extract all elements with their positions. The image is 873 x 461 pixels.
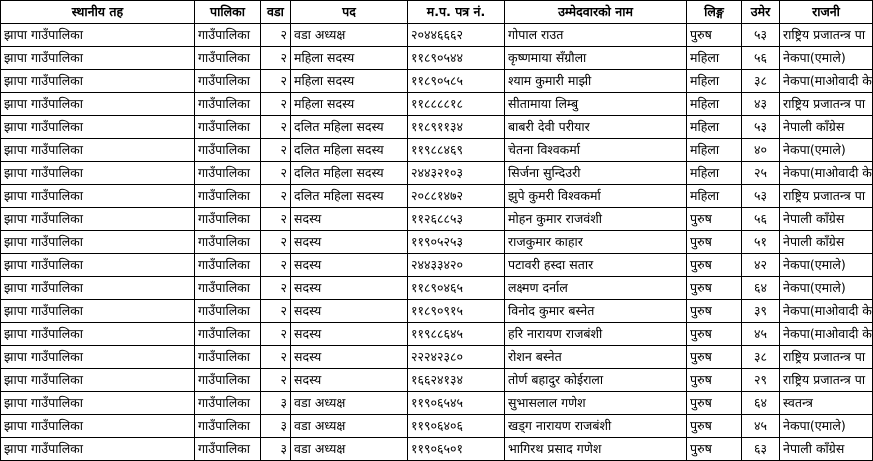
cell-post: सदस्य [291,208,408,231]
cell-ward: २ [261,185,291,208]
cell-candidate-name: तोर्ण बहादुर कोईराला [505,369,687,392]
cell-municipality: गाउँपालिका [195,346,261,369]
cell-municipality: गाउँपालिका [195,369,261,392]
cell-post: सदस्य [291,323,408,346]
table-row [1,116,873,139]
cell-municipality: गाउँपालिका [195,231,261,254]
header-post: पद [291,1,408,24]
table-row [1,70,873,93]
cell-gender: महिला [687,139,742,162]
cell-municipality: गाउँपालिका [195,93,261,116]
cell-gender: पुरुष [687,392,742,415]
cell-age: ४२ [742,254,780,277]
cell-age: ४५ [742,323,780,346]
cell-local-level: झापा गाउँपालिका [1,300,195,323]
cell-age: ४५ [742,415,780,438]
cell-post: सदस्य [291,254,408,277]
cell-post: सदस्य [291,277,408,300]
cell-local-level: झापा गाउँपालिका [1,323,195,346]
cell-age: ३८ [742,346,780,369]
cell-party: नेकपा(एमाले) [780,47,873,70]
cell-ward: २ [261,346,291,369]
cell-party: नेकपा(माओवादी के [780,70,873,93]
cell-municipality: गाउँपालिका [195,47,261,70]
table-row [1,415,873,438]
cell-local-level: झापा गाउँपालिका [1,369,195,392]
table-body [1,24,873,461]
cell-local-level: झापा गाउँपालिका [1,139,195,162]
cell-local-level: झापा गाउँपालिका [1,208,195,231]
cell-gender: महिला [687,116,742,139]
cell-ward: २ [261,369,291,392]
cell-local-level: झापा गाउँपालिका [1,185,195,208]
cell-gender: पुरुष [687,346,742,369]
table-row [1,392,873,415]
cell-gender: पुरुष [687,277,742,300]
table-row [1,277,873,300]
cell-gender: पुरुष [687,323,742,346]
cell-gender: पुरुष [687,231,742,254]
cell-local-level: झापा गाउँपालिका [1,415,195,438]
table-row [1,162,873,185]
cell-nomination-no: २२२४२३८० [408,346,505,369]
cell-party: राष्ट्रिय प्रजातन्त्र पा [780,185,873,208]
cell-gender: पुरुष [687,24,742,47]
cell-candidate-name: बाबरी देवी परीयार [505,116,687,139]
cell-ward: २ [261,70,291,93]
cell-post: वडा अध्यक्ष [291,392,408,415]
cell-nomination-no: ११९०५२५३ [408,231,505,254]
table-row [1,185,873,208]
cell-local-level: झापा गाउँपालिका [1,47,195,70]
cell-nomination-no: ११९०६४०६ [408,415,505,438]
cell-candidate-name: राजकुमार काहार [505,231,687,254]
cell-municipality: गाउँपालिका [195,208,261,231]
cell-age: ६३ [742,438,780,461]
cell-candidate-name: सिर्जना सुन्दिउरी [505,162,687,185]
cell-ward: २ [261,162,291,185]
cell-candidate-name: गोपाल राउत [505,24,687,47]
cell-nomination-no: २०४४६६६२ [408,24,505,47]
table-row [1,323,873,346]
table-row [1,139,873,162]
cell-nomination-no: ११८८८८१८ [408,93,505,116]
cell-party: नेकपा(एमाले) [780,415,873,438]
cell-municipality: गाउँपालिका [195,254,261,277]
cell-ward: ३ [261,392,291,415]
cell-nomination-no: ११८९०९१५ [408,300,505,323]
cell-local-level: झापा गाउँपालिका [1,254,195,277]
cell-ward: २ [261,231,291,254]
cell-age: ५६ [742,208,780,231]
cell-candidate-name: सुभासलाल गणेश [505,392,687,415]
cell-party: नेपाली काँग्रेस [780,208,873,231]
header-municipality: पालिका [195,1,261,24]
cell-municipality: गाउँपालिका [195,392,261,415]
cell-post: वडा अध्यक्ष [291,415,408,438]
cell-age: ५१ [742,231,780,254]
header-age: उमेर [742,1,780,24]
cell-age: ४३ [742,93,780,116]
cell-candidate-name: खड्ग नारायण राजबंशी [505,415,687,438]
cell-post: दलित महिला सदस्य [291,116,408,139]
table-row [1,438,873,461]
cell-municipality: गाउँपालिका [195,116,261,139]
cell-post: दलित महिला सदस्य [291,139,408,162]
cell-ward: २ [261,323,291,346]
cell-gender: महिला [687,47,742,70]
cell-municipality: गाउँपालिका [195,70,261,93]
cell-local-level: झापा गाउँपालिका [1,24,195,47]
cell-nomination-no: ११८९०५८५ [408,70,505,93]
cell-age: ६४ [742,277,780,300]
cell-party: राष्ट्रिय प्रजातन्त्र पा [780,93,873,116]
cell-municipality: गाउँपालिका [195,139,261,162]
cell-ward: २ [261,24,291,47]
cell-local-level: झापा गाउँपालिका [1,392,195,415]
cell-candidate-name: हरि नारायण राजबंशी [505,323,687,346]
cell-nomination-no: २४४३३४२० [408,254,505,277]
cell-gender: पुरुष [687,415,742,438]
cell-municipality: गाउँपालिका [195,323,261,346]
cell-post: सदस्य [291,300,408,323]
cell-age: ६४ [742,392,780,415]
cell-age: २५ [742,162,780,185]
header-nomination-no: म.प. पत्र नं. [408,1,505,24]
table-row [1,208,873,231]
header-local-level: स्थानीय तह [1,1,195,24]
cell-post: सदस्य [291,231,408,254]
cell-post: महिला सदस्य [291,47,408,70]
cell-local-level: झापा गाउँपालिका [1,93,195,116]
cell-post: सदस्य [291,346,408,369]
cell-party: नेकपा(एमाले) [780,277,873,300]
cell-nomination-no: ११८९०५४४ [408,47,505,70]
cell-ward: २ [261,300,291,323]
table-row [1,300,873,323]
cell-candidate-name: भागिरथ प्रसाद गणेश [505,438,687,461]
cell-candidate-name: रोशन बस्नेत [505,346,687,369]
cell-municipality: गाउँपालिका [195,300,261,323]
cell-party: राष्ट्रिय प्रजातन्त्र पा [780,24,873,47]
cell-post: वडा अध्यक्ष [291,438,408,461]
cell-nomination-no: ११८९११३४ [408,116,505,139]
cell-candidate-name: श्याम कुमारी माझी [505,70,687,93]
table-row [1,346,873,369]
cell-gender: पुरुष [687,208,742,231]
table-row [1,93,873,116]
cell-local-level: झापा गाउँपालिका [1,231,195,254]
cell-municipality: गाउँपालिका [195,162,261,185]
cell-gender: पुरुष [687,369,742,392]
cell-nomination-no: २०८८१४७२ [408,185,505,208]
cell-party: नेकपा(माओवादी के [780,323,873,346]
table-row [1,24,873,47]
cell-party: नेकपा(एमाले) [780,139,873,162]
cell-nomination-no: ११२६८८५३ [408,208,505,231]
cell-post: महिला सदस्य [291,70,408,93]
cell-candidate-name: लक्ष्मण दर्नाल [505,277,687,300]
cell-local-level: झापा गाउँपालिका [1,162,195,185]
cell-age: ५३ [742,24,780,47]
cell-ward: २ [261,277,291,300]
cell-age: ५६ [742,47,780,70]
cell-age: ३९ [742,300,780,323]
cell-age: ५३ [742,185,780,208]
cell-ward: ३ [261,438,291,461]
cell-nomination-no: ११९०६५४५ [408,392,505,415]
cell-ward: ३ [261,415,291,438]
cell-candidate-name: झुपे कुमरी विश्वकर्मा [505,185,687,208]
cell-municipality: गाउँपालिका [195,415,261,438]
cell-ward: २ [261,47,291,70]
cell-ward: २ [261,93,291,116]
cell-candidate-name: मोहन कुमार राजवंशी [505,208,687,231]
cell-candidate-name: विनोद कुमार बस्नेत [505,300,687,323]
table-row [1,231,873,254]
cell-nomination-no: ११९८८४६९ [408,139,505,162]
cell-ward: २ [261,139,291,162]
cell-party: नेपाली काँग्रेस [780,438,873,461]
cell-local-level: झापा गाउँपालिका [1,277,195,300]
cell-post: वडा अध्यक्ष [291,24,408,47]
cell-candidate-name: सीतामाया लिम्बु [505,93,687,116]
cell-candidate-name: चेतना विश्वकर्मा [505,139,687,162]
cell-gender: महिला [687,185,742,208]
cell-local-level: झापा गाउँपालिका [1,438,195,461]
cell-municipality: गाउँपालिका [195,277,261,300]
table-row [1,47,873,70]
cell-post: सदस्य [291,369,408,392]
cell-nomination-no: ११८९०४६५ [408,277,505,300]
cell-ward: २ [261,208,291,231]
cell-age: ५३ [742,116,780,139]
cell-gender: पुरुष [687,300,742,323]
cell-party: राष्ट्रिय प्रजातन्त्र पा [780,346,873,369]
cell-party: स्वतन्त्र [780,392,873,415]
header-party: राजनी [780,1,873,24]
cell-party: नेपाली काँग्रेस [780,116,873,139]
cell-local-level: झापा गाउँपालिका [1,116,195,139]
header-gender: लिङ्ग [687,1,742,24]
table-row [1,369,873,392]
cell-candidate-name: कृष्णमाया सँग्रौला [505,47,687,70]
cell-post: महिला सदस्य [291,93,408,116]
cell-gender: महिला [687,162,742,185]
cell-gender: पुरुष [687,438,742,461]
cell-municipality: गाउँपालिका [195,438,261,461]
cell-municipality: गाउँपालिका [195,24,261,47]
table-header-row [1,1,873,24]
cell-age: २९ [742,369,780,392]
cell-party: राष्ट्रिय प्रजातन्त्र पा [780,369,873,392]
cell-party: नेकपा(एमाले) [780,254,873,277]
cell-gender: पुरुष [687,254,742,277]
cell-party: नेकपा(माओवादी के [780,300,873,323]
cell-gender: महिला [687,93,742,116]
cell-local-level: झापा गाउँपालिका [1,70,195,93]
header-candidate-name: उम्मेदवारको नाम [505,1,687,24]
table-row [1,254,873,277]
cell-age: ४० [742,139,780,162]
cell-ward: २ [261,254,291,277]
cell-candidate-name: पटावरी हस्दा सतार [505,254,687,277]
cell-post: दलित महिला सदस्य [291,162,408,185]
cell-party: नेपाली काँग्रेस [780,231,873,254]
header-ward: वडा [261,1,291,24]
cell-party: नेकपा(माओवादी के [780,162,873,185]
cell-municipality: गाउँपालिका [195,185,261,208]
cell-nomination-no: ११९०६५०१ [408,438,505,461]
cell-gender: महिला [687,70,742,93]
cell-ward: २ [261,116,291,139]
cell-post: दलित महिला सदस्य [291,185,408,208]
cell-nomination-no: २४४३२१०३ [408,162,505,185]
cell-nomination-no: ११९८८६४५ [408,323,505,346]
cell-local-level: झापा गाउँपालिका [1,346,195,369]
cell-age: ३८ [742,70,780,93]
cell-nomination-no: १६६२४१३४ [408,369,505,392]
